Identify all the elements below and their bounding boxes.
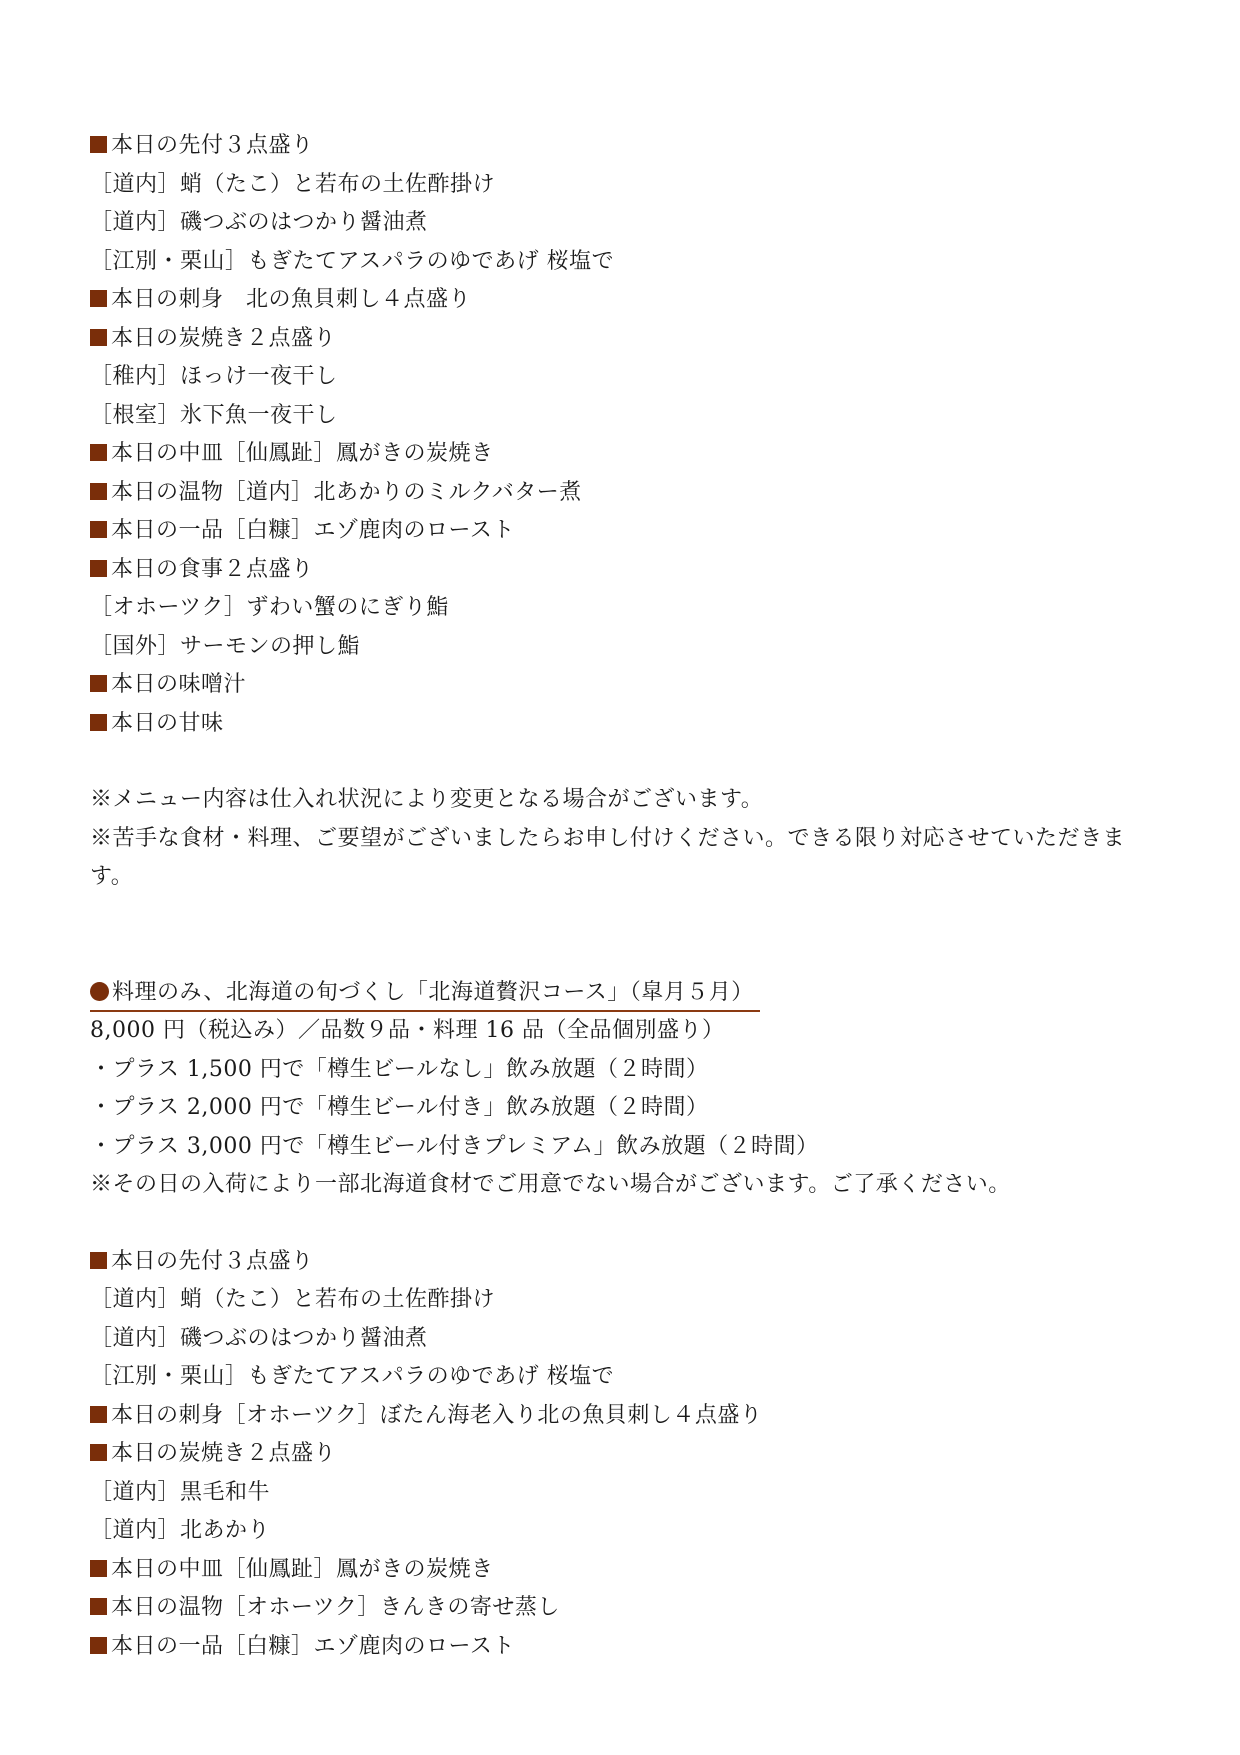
menu-item: ［道内］蛸（たこ）と若布の土佐酢掛け [90,171,496,197]
menu-heading: 本日の炭焼き２点盛り [90,1435,1160,1474]
menu-heading: 本日の刺身［オホーツク］ぼたん海老入り北の魚貝刺し４点盛り [90,1397,1160,1436]
menu-heading: 本日の炭焼き２点盛り [90,320,1160,359]
menu-heading: 本日の先付３点盛り [90,1243,1160,1282]
menu-heading: 本日の一品［白糠］エゾ鹿肉のロースト [90,1628,1160,1667]
square-bullet-icon [90,714,107,731]
square-bullet-icon [90,1444,107,1461]
square-bullet-icon [90,675,107,692]
menu-item: ［稚内］ほっけ一夜干し [90,364,338,389]
menu-item: ［オホーツク］ずわい蟹のにぎり鮨 [90,595,449,620]
square-bullet-icon [90,1560,107,1577]
menu-item: ［道内］北あかり [90,1518,271,1543]
menu-section-1 [90,127,1160,897]
menu-heading: 本日の一品［白糠］エゾ鹿肉のロースト [90,512,1160,551]
menu-item: ［江別・栗山］もぎたてアスパラのゆであげ 桜塩で [90,248,615,274]
course-info [90,974,1160,1205]
square-bullet-icon [90,136,107,153]
menu-item: ［道内］磯つぶのはつかり醤油煮 [90,1325,428,1351]
square-bullet-icon [90,1637,107,1654]
course-title-line [90,974,1160,1013]
menu-section-2 [90,1243,1160,1667]
square-bullet-icon [90,1598,107,1615]
menu-note: ※メニュー内容は仕入れ状況により変更となる場合がございます。 [90,787,764,812]
square-bullet-icon [90,329,107,346]
menu-item: ［道内］磯つぶのはつかり醤油煮 [90,210,428,235]
menu-heading: 本日の中皿［仙鳳趾］鳳がきの炭焼き [90,1551,1160,1590]
menu-item: ［根室］氷下魚一夜干し [90,402,338,428]
course-note: ※その日の入荷により一部北海道食材でご用意でない場合がございます。ご了承ください。 [90,1172,1011,1197]
menu-heading: 本日の食事２点盛り [90,551,1160,590]
menu-item: ［道内］黒毛和牛 [90,1479,271,1505]
square-bullet-icon [90,483,107,500]
menu-heading: 本日の中皿［仙鳳趾］鳳がきの炭焼き [90,435,1160,474]
menu-heading: 本日の甘味 [90,705,1160,744]
square-bullet-icon [90,290,107,307]
square-bullet-icon [90,1252,107,1269]
menu-note: ※苦手な食材・料理、ご要望がございましたらお申し付けください。できる限り対応させていただきます。 [90,825,1126,889]
menu-page [90,127,1160,1666]
drink-plan: ・プラス 3,000 円で「樽生ビール付きプレミアム」飲み放題（２時間） [90,1133,819,1159]
menu-heading: 本日の刺身 北の魚貝刺し４点盛り [90,281,1160,320]
menu-heading: 本日の温物［道内］北あかりのミルクバター煮 [90,474,1160,513]
square-bullet-icon [90,444,107,461]
menu-item: ［江別・栗山］もぎたてアスパラのゆであげ 桜塩で [90,1364,615,1389]
course-price: 8,000 円（税込み）／品数９品・料理 16 品（全品個別盛り） [90,1018,725,1043]
menu-item: ［国外］サーモンの押し鮨 [90,633,361,659]
square-bullet-icon [90,560,107,577]
square-bullet-icon [90,521,107,538]
menu-heading: 本日の温物［オホーツク］きんきの寄せ蒸し [90,1589,1160,1628]
square-bullet-icon [90,1406,107,1423]
course-title: 料理のみ、北海道の旬づくし「北海道贅沢コース」（皐月５月） [90,976,760,1012]
drink-plan: ・プラス 2,000 円で「樽生ビール付き」飲み放題（２時間） [90,1095,709,1120]
menu-heading: 本日の味噌汁 [90,666,1160,705]
circle-bullet-icon [90,982,109,1001]
menu-item: ［道内］蛸（たこ）と若布の土佐酢掛け [90,1287,496,1312]
drink-plan: ・プラス 1,500 円で「樽生ビールなし」飲み放題（２時間） [90,1056,709,1082]
menu-heading: 本日の先付３点盛り [90,127,1160,166]
